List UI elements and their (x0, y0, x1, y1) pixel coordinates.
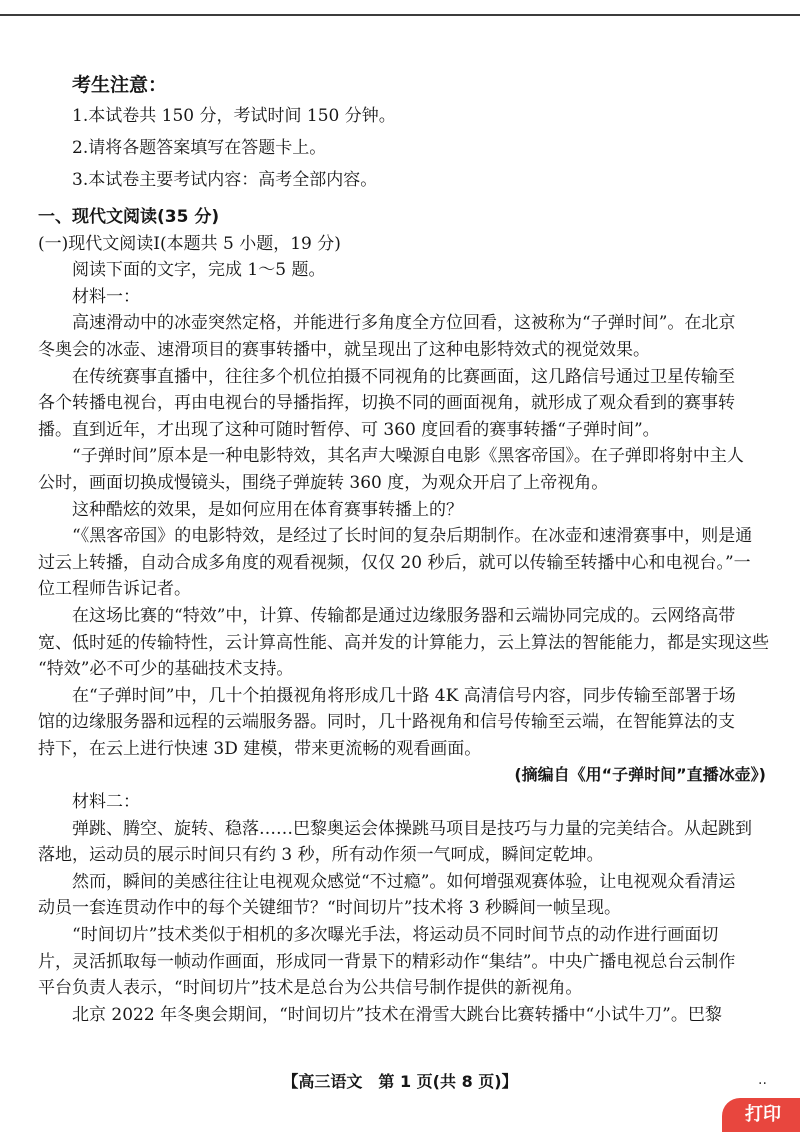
passage-line: 过云上转播，自动合成多角度的观看视频，仅仅 20 秒后，就可以传输至转播中心和电视台。”一 (38, 552, 751, 573)
passage-line: 北京 2022 年冬奥会期间，“时间切片”技术在滑雪大跳台比赛转播中“小试牛刀”。巴黎 (72, 1004, 722, 1025)
passage-line: “《黑客帝国》的电影特效，是经过了长时间的复杂后期制作。在冰壶和速滑赛事中，则是通 (72, 526, 753, 547)
passage-line: 播。直到近年，才出现了这种可随时暂停、可 360 度回看的赛事转播“子弹时间”。 (38, 419, 660, 440)
passage-line: 落地，运动员的展示时间只有约 3 秒，所有动作须一气呵成，瞬间定乾坤。 (38, 845, 604, 866)
passage-line: 馆的边缘服务器和远程的云端服务器。同时，几十路视角和信号传输至云端，在智能算法的支 (38, 712, 735, 733)
passage-line: 在传统赛事直播中，往往多个机位拍摄不同视角的比赛画面，这几路信号通过卫星传输至 (72, 366, 735, 387)
passage-line: 在这场比赛的“特效”中，计算、传输都是通过边缘服务器和云端协同完成的。云网络高带 (72, 605, 736, 626)
passage-line: 片，灵活抓取每一帧动作画面，形成同一背景下的精彩动作“集结”。中央广播电视总台云制作 (38, 951, 736, 972)
top-border-rule (0, 14, 800, 16)
passage-line: 持下，在云上进行快速 3D 建模，带来更流畅的观看画面。 (38, 738, 482, 759)
passage-line: “子弹时间”原本是一种电影特效，其名声大噪源自电影《黑客帝国》。在子弹即将射中主人 (72, 446, 744, 467)
notice-title: 考生注意： (72, 74, 168, 96)
material-label: 材料二： (72, 792, 140, 813)
passage-line: 冬奥会的冰壶、速滑项目的赛事转播中，就呈现出了这种电影特效式的视觉效果。 (38, 339, 650, 360)
section-heading: 一、现代文阅读(35 分) (38, 207, 220, 227)
page-footer: 【高三语文 第 1 页(共 8 页)】 (282, 1072, 518, 1091)
print-button[interactable]: 打印 (722, 1098, 800, 1132)
passage-line: 宽、低时延的传输特性，云计算高性能、高并发的计算能力，云上算法的智能能力，都是实现这些 (38, 632, 769, 653)
passage-line: 然而，瞬间的美感往往让电视观众感觉“不过瘾”。如何增强观赛体验，让电视观众看清运 (72, 871, 736, 892)
passage-line: 高速滑动中的冰壶突然定格，并能进行多角度全方位回看，这被称为“子弹时间”。在北京 (72, 313, 736, 334)
passage-line: 位工程师告诉记者。 (38, 579, 191, 600)
notice-item: 1.本试卷共 150 分，考试时间 150 分钟。 (72, 106, 396, 126)
instruction-line: 阅读下面的文字，完成 1～5 题。 (72, 260, 326, 281)
passage-line: 这种酷炫的效果，是如何应用在体育赛事转播上的？ (72, 499, 463, 520)
passage-line: 弹跳、腾空、旋转、稳落……巴黎奥运会体操跳马项目是技巧与力量的完美结合。从起跳到 (72, 818, 752, 839)
passage-line: 各个转播电视台，再由电视台的导播指挥，切换不同的画面视角，就形成了观众看到的赛事转 (38, 393, 735, 414)
subsection-heading: (一)现代文阅读Ⅰ(本题共 5 小题，19 分) (38, 233, 341, 254)
passage-line: “时间切片”技术类似于相机的多次曝光手法，将运动员不同时间节点的动作进行画面切 (72, 925, 719, 946)
reading-passage (38, 204, 778, 1028)
source-citation: (摘编自《用“子弹时间”直播冰壶》) (514, 765, 766, 785)
notice-item: 3.本试卷主要考试内容：高考全部内容。 (72, 170, 378, 190)
passage-line: 动员一套连贯动作中的每个关键细节？“时间切片”技术将 3 秒瞬间一帧呈现。 (38, 898, 622, 919)
corner-mark: .. (758, 1072, 767, 1088)
material-label: 材料一： (72, 286, 140, 307)
passage-line: 在“子弹时间”中，几十个拍摄视角将形成几十路 4K 高清信号内容，同步传输至部署于场 (72, 685, 736, 706)
exam-notice (72, 70, 732, 196)
passage-line: 平台负责人表示，“时间切片”技术是总台为公共信号制作提供的新视角。 (38, 978, 583, 999)
passage-line: 公时，画面切换成慢镜头，围绕子弹旋转 360 度，为观众开启了上帝视角。 (38, 472, 609, 493)
passage-line: “特效”必不可少的基础技术支持。 (38, 659, 294, 680)
notice-item: 2.请将各题答案填写在答题卡上。 (72, 138, 327, 158)
